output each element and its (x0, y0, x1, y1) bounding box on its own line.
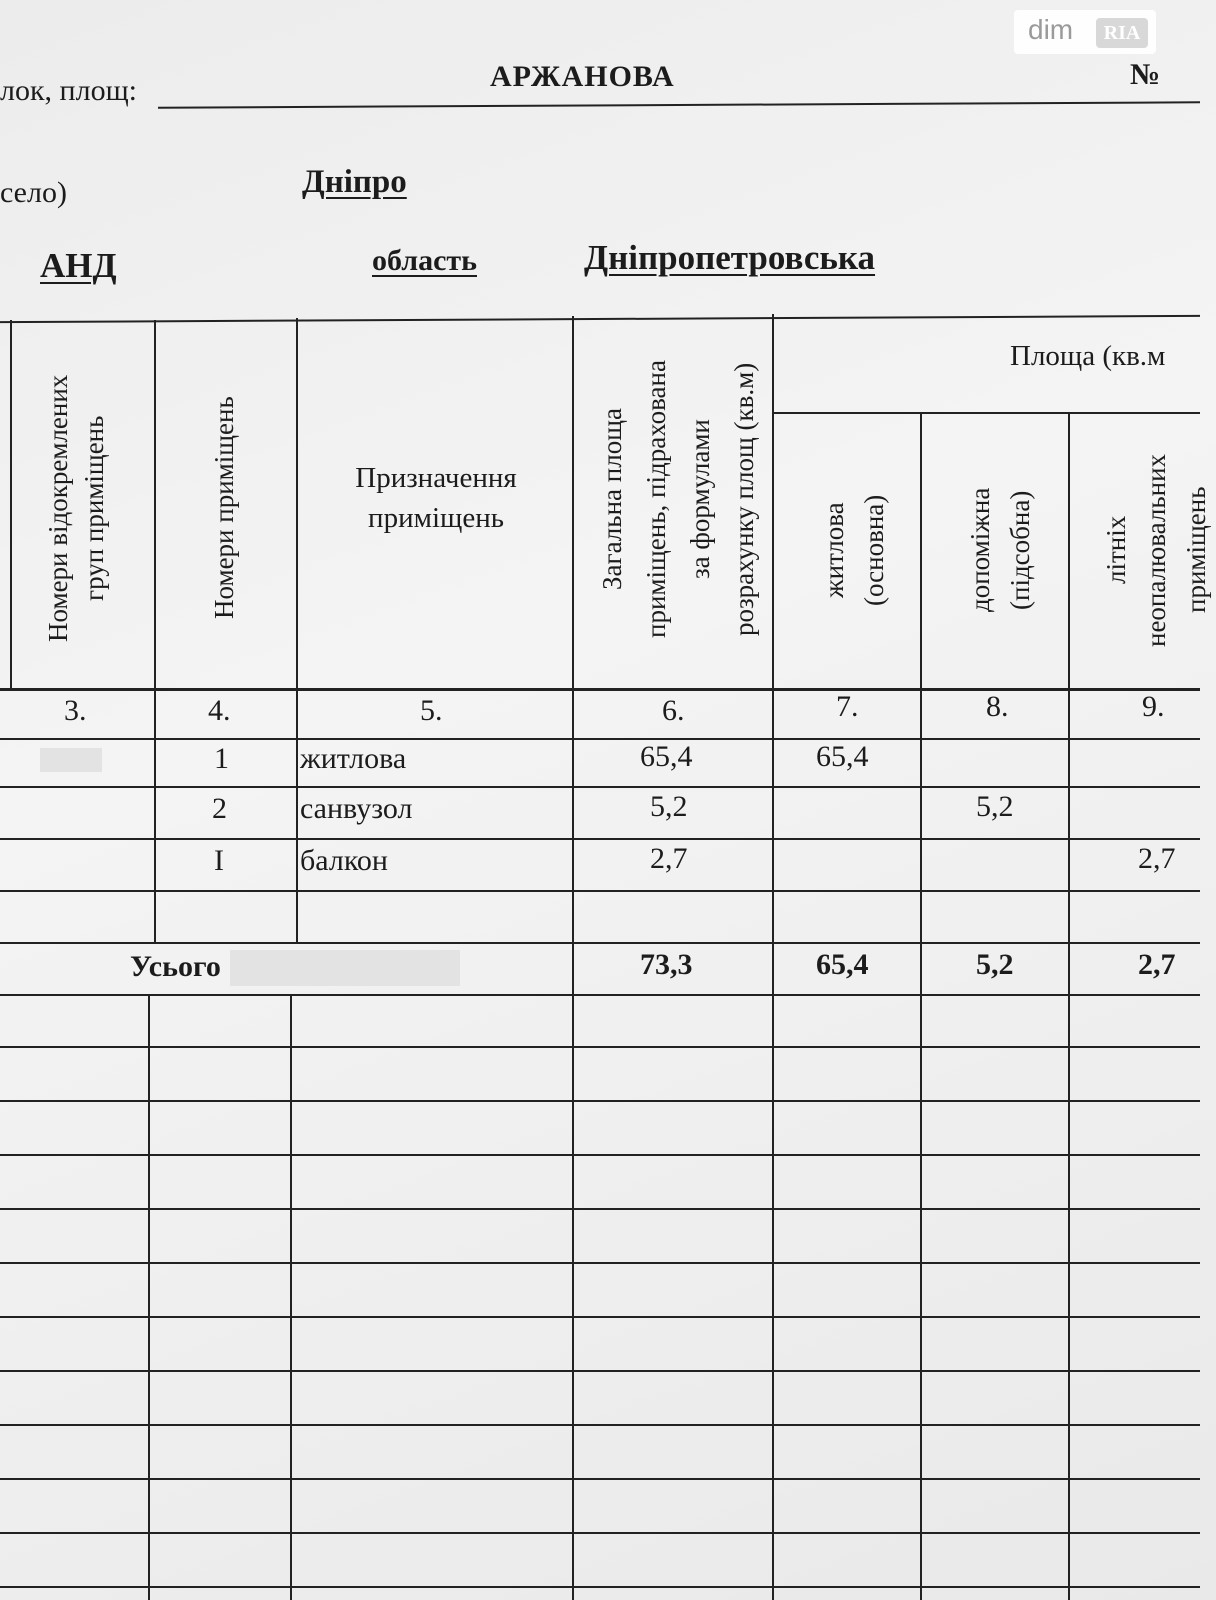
row-line (0, 1424, 1200, 1426)
row-line (0, 1316, 1200, 1318)
col-line (920, 412, 922, 1600)
row-line (0, 890, 1200, 892)
column-number: 7. (836, 690, 859, 723)
row-line (0, 1100, 1200, 1102)
region-label: область (372, 244, 477, 277)
living-area: 65,4 (816, 740, 869, 773)
row-line (0, 1154, 1200, 1156)
row-line (0, 1586, 1200, 1588)
region-value: Дніпропетровська (584, 238, 876, 277)
number-label: № (1130, 58, 1161, 91)
total-area: 65,4 (640, 740, 693, 773)
watermark-brand: dim (1028, 14, 1074, 45)
column-number: 9. (1142, 690, 1165, 723)
watermark-logo (1014, 10, 1156, 54)
room-purpose: балкон (300, 844, 388, 877)
header-col9: літніх неопалювальних приміщень (1101, 453, 1211, 647)
auxiliary-area: 5,2 (976, 790, 1014, 823)
redacted-area (40, 748, 102, 772)
room-purpose: санвузол (300, 792, 413, 825)
col-line (290, 994, 292, 1600)
total-living: 65,4 (816, 948, 869, 981)
col-line (296, 318, 298, 942)
area-group-divider (774, 412, 1200, 414)
header-area-group: Площа (кв.м (1010, 340, 1166, 372)
row-line (0, 1478, 1200, 1480)
row-line (0, 1208, 1200, 1210)
total-auxiliary: 5,2 (976, 948, 1014, 981)
row-line (0, 786, 1200, 788)
row-line (0, 738, 1200, 740)
row-line (0, 838, 1200, 840)
header-col6: Загальна площа приміщень, підрахована за формулами розрахунку площ (кв.м) (597, 360, 759, 638)
room-number: 2 (212, 792, 227, 825)
street-label: лок, площ: (0, 74, 138, 107)
total-area: 2,7 (650, 842, 688, 875)
header-col7: житлова (основна) (819, 494, 889, 606)
total-sum: 73,3 (640, 948, 693, 981)
header-col5: Призначення приміщень (355, 462, 517, 534)
header-col4: Номери приміщень (209, 396, 239, 620)
row-line (0, 994, 1200, 996)
room-number: I (214, 844, 224, 877)
row-line (0, 942, 1200, 944)
row-line (0, 1370, 1200, 1372)
watermark-brand-suffix: RIA (1096, 18, 1148, 48)
col-line (1068, 412, 1070, 1600)
column-number: 8. (986, 690, 1009, 723)
col-line (572, 316, 574, 1600)
col-line (10, 320, 12, 690)
total-area: 5,2 (650, 790, 688, 823)
column-number: 5. (420, 694, 443, 727)
col-line (148, 994, 150, 1600)
street-value: АРЖАНОВА (490, 60, 675, 93)
header-col3: Номери відокремлених груп приміщень (43, 374, 109, 642)
row-line (0, 1262, 1200, 1264)
column-number: 3. (64, 694, 87, 727)
column-number: 6. (662, 694, 685, 727)
city-value: Дніпро (302, 164, 407, 200)
col-line (154, 320, 156, 942)
district-value: АНД (40, 246, 117, 285)
room-purpose: житлова (300, 742, 407, 775)
summer-area: 2,7 (1138, 842, 1176, 875)
total-summer: 2,7 (1138, 948, 1176, 981)
street-underline (158, 101, 1200, 108)
room-number: 1 (214, 742, 229, 775)
redacted-area (230, 950, 460, 986)
row-line (0, 1046, 1200, 1048)
row-line (0, 1532, 1200, 1534)
header-col8: допоміжна (підсобна) (965, 487, 1035, 613)
col-line (772, 314, 774, 1600)
total-label: Усього (130, 950, 221, 983)
header-bottom-border (0, 688, 1200, 691)
city-label: село) (0, 176, 67, 209)
column-number: 4. (208, 694, 231, 727)
